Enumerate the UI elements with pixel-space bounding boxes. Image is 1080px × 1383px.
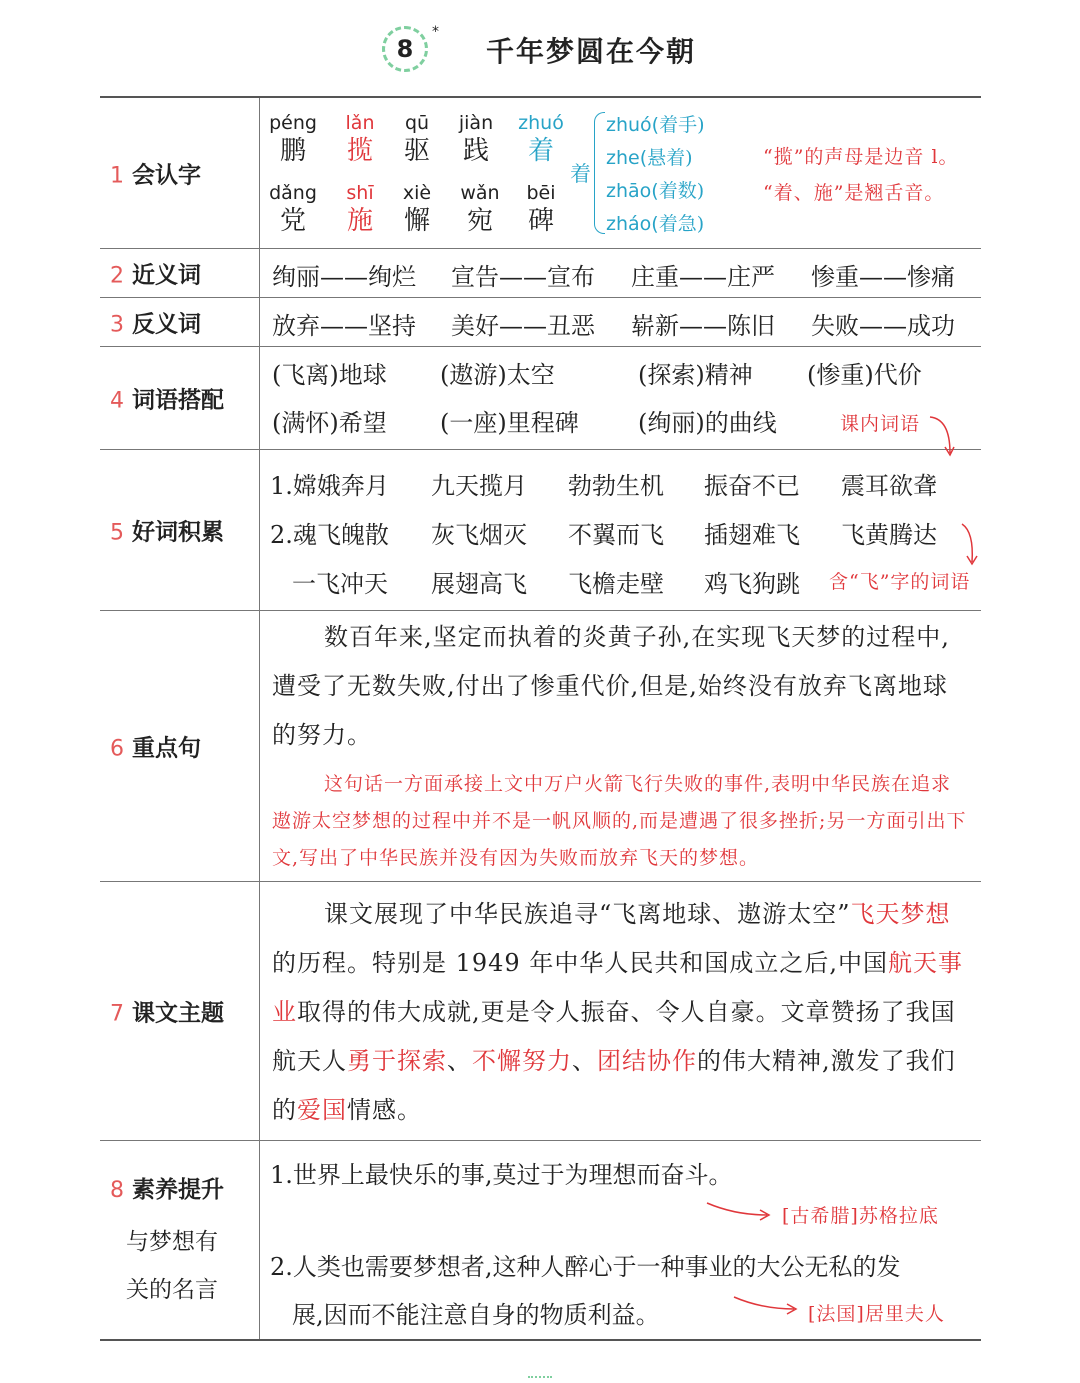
good-word: 振奋不已: [704, 472, 800, 500]
good-word: 灰飞烟灭: [431, 521, 527, 549]
theme-text: 课文展现了中华民族追寻“飞离地球、遨游太空”飞天梦想的历程。特别是 1949 年中华人民共和国成立之后,中国航天事业取得的伟大成就,更是令人振奋、令人自豪。文章赞扬了我国航天人勇于探索、不懈努力、团结协作的伟大精神,激发了我们的爱国情感。: [272, 900, 963, 1124]
collocation: (探索)精神: [638, 361, 753, 389]
row-theme: [100, 882, 981, 1141]
char-cell: jiàn 践: [458, 112, 494, 166]
char-cell: péng 鹏: [269, 112, 317, 166]
row-number: 3: [110, 312, 124, 338]
good-word: 九天揽月: [431, 472, 527, 500]
row-label: 反义词: [132, 311, 201, 338]
row-synonyms: [100, 249, 981, 298]
polyphone-reading: zhuó(着手): [606, 114, 705, 136]
polyphone-reading: zháo(着急): [606, 213, 705, 235]
key-sentence-analysis: 这句话一方面承接上文中万户火箭飞行失败的事件,表明中华民族在追求遨游太空梦想的过程中并不是一帆风顺的,而是遭遇了很多挫折;另一方面引出下文,写出了中华民族并没有因为失败而放弃飞天的梦想。: [272, 773, 967, 869]
row-label: 课文主题: [132, 1000, 224, 1027]
knowledge-table: [100, 96, 981, 1341]
row-number: 1: [110, 163, 124, 189]
star-mark: *: [432, 24, 439, 40]
arrow-icon: [960, 522, 986, 568]
antonym-pair: 美好——丑恶: [451, 312, 595, 340]
polyphone-reading: zhāo(着数): [606, 180, 705, 202]
collocation: (绚丽)的曲线: [638, 409, 777, 437]
brace: [594, 112, 605, 234]
lesson-number-badge: 8: [382, 26, 428, 72]
synonym-pair: 绚丽——绚烂: [272, 263, 416, 291]
row-number: 8: [110, 1178, 124, 1203]
good-word: 飞黄腾达: [841, 521, 937, 549]
recognize-chars-content: [260, 98, 981, 248]
note-fei-words: 含“飞”字的词语: [829, 571, 971, 593]
row-number: 7: [110, 1001, 124, 1027]
good-word: 鸡飞狗跳: [704, 570, 800, 598]
char-cell: zhuó 着: [518, 112, 564, 166]
quote-author: [法国]居里夫人: [808, 1303, 945, 1325]
row-key-sentence: [100, 611, 981, 882]
row-sublabel: 与梦想有: [126, 1229, 218, 1255]
row-recognize-chars: [100, 98, 981, 249]
collocation: (飞离)地球: [272, 361, 387, 389]
char-cell: lǎn 揽: [345, 112, 375, 166]
quote: 展,因而不能注意自身的物质利益。: [292, 1301, 660, 1329]
quote-author: [古希腊]苏格拉底: [782, 1205, 939, 1227]
row-number: 4: [110, 388, 124, 414]
antonym-pair: 失败——成功: [811, 312, 955, 340]
collocation: (遨游)太空: [440, 361, 555, 389]
collocation: (惨重)代价: [807, 361, 922, 389]
polyphone-char: 着: [570, 162, 591, 186]
row-collocations: [100, 347, 981, 450]
collocation: (一座)里程碑: [440, 409, 579, 437]
synonym-pair: 宣告——宣布: [451, 263, 595, 291]
char-cell: qū 驱: [403, 112, 430, 166]
antonym-pair: 放弃——坚持: [272, 312, 416, 340]
highlight: 飞天梦想: [850, 900, 951, 928]
highlight: 勇于探索: [347, 1047, 447, 1075]
good-word: 勃勃生机: [568, 472, 664, 500]
row-good-words: [100, 450, 981, 611]
quote: 1.世界上最快乐的事,莫过于为理想而奋斗。: [270, 1161, 733, 1189]
good-word: 飞檐走壁: [568, 570, 664, 598]
highlight: 不懈努力: [472, 1047, 572, 1075]
page-footer-mark: [528, 1376, 552, 1381]
char-cell: shī 施: [346, 182, 374, 236]
highlight: 团结协作: [597, 1047, 697, 1075]
arrow-icon: [732, 1293, 802, 1317]
row-sublabel: 关的名言: [126, 1277, 218, 1303]
char-cell: xiè 懈: [402, 182, 432, 236]
synonym-pair: 庄重——庄严: [631, 263, 775, 291]
good-word: 2.魂飞魄散: [270, 521, 389, 549]
arrow-icon: [705, 1199, 775, 1223]
char-cell: bēi 碑: [526, 182, 556, 236]
good-word: 震耳欲聋: [841, 472, 937, 500]
collocation: (满怀)希望: [272, 409, 387, 437]
row-antonyms: [100, 298, 981, 347]
row-label: 会认字: [132, 162, 201, 189]
good-word: 展翅高飞: [431, 570, 527, 598]
row-label: 好词积累: [132, 519, 224, 546]
row-number: 2: [110, 263, 124, 289]
row-label: 素养提升: [132, 1177, 224, 1203]
char-cell: dǎng 党: [269, 182, 317, 236]
lesson-header: [0, 18, 1080, 88]
note-in-class-words: 课内词语: [840, 413, 921, 435]
row-quotes: [100, 1141, 981, 1341]
good-word: 1.嫦娥奔月: [270, 472, 389, 500]
row-label: 词语搭配: [132, 387, 224, 414]
quote: 2.人类也需要梦想者,这种人醉心于一种事业的大公无私的发: [270, 1253, 901, 1281]
highlight: 航天事业: [272, 949, 963, 1026]
key-sentence-text: 数百年来,坚定而执着的炎黄子孙,在实现飞天梦的过程中,遭受了无数失败,付出了惨重代价,但是,始终没有放弃飞离地球的努力。: [272, 623, 950, 749]
lesson-title: 千年梦圆在今朝: [486, 35, 697, 68]
antonym-pair: 崭新——陈旧: [631, 312, 775, 340]
polyphone-reading: zhe(悬着): [606, 147, 693, 169]
char-cell: wǎn 宛: [460, 182, 500, 236]
note-retroflex: “着、施”是翘舌音。: [763, 182, 945, 204]
good-word: 一飞冲天: [292, 570, 388, 598]
row-number: 5: [110, 520, 124, 546]
note-l-initial: “揽”的声母是边音 l。: [763, 146, 959, 168]
row-label: 近义词: [132, 262, 201, 289]
row-number: 6: [110, 736, 124, 762]
highlight: 爱国: [297, 1096, 347, 1124]
good-word: 不翼而飞: [568, 521, 664, 549]
row-label: 重点句: [132, 735, 201, 762]
good-word: 插翅难飞: [704, 521, 800, 549]
synonym-pair: 惨重——惨痛: [811, 263, 955, 291]
